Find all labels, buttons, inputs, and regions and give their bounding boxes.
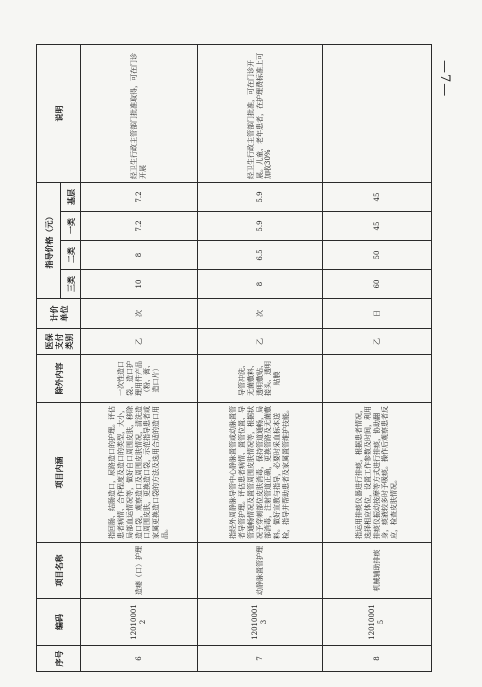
cell-unit: 日	[323, 299, 432, 329]
header-content: 项目内涵	[37, 403, 81, 543]
cell-insurance: 乙	[81, 329, 198, 355]
cell-excluded	[323, 355, 432, 403]
cell-notes: 经卫生行政主管部门批准取得，可在门诊开展	[81, 45, 198, 183]
header-class2: 二类	[61, 241, 81, 270]
cell-code: 120100012	[81, 599, 198, 646]
header-grassroots: 基层	[61, 183, 81, 212]
header-insurance: 医保支付类别	[37, 329, 81, 355]
header-class1: 一类	[61, 212, 81, 241]
header-seq: 序号	[37, 646, 81, 672]
cell-insurance: 乙	[198, 329, 323, 355]
cell-seq: 8	[323, 646, 432, 672]
price-table	[36, 44, 432, 672]
cell-grassroots: 7.2	[81, 183, 198, 212]
cell-class1: 7.2	[81, 212, 198, 241]
cell-class1: 5.9	[198, 212, 323, 241]
cell-grassroots: 5.9	[198, 183, 323, 212]
cell-unit: 次	[81, 299, 198, 329]
cell-class2: 6.5	[198, 241, 323, 270]
table-row	[81, 45, 198, 672]
cell-code: 120100013	[198, 599, 323, 646]
cell-class1: 45	[323, 212, 432, 241]
cell-class2: 8	[81, 241, 198, 270]
cell-notes	[323, 45, 432, 183]
cell-class3: 60	[323, 270, 432, 299]
header-name: 项目名称	[37, 543, 81, 599]
cell-seq: 6	[81, 646, 198, 672]
cell-content: 指回肠、结肠造口，尿路造口的护理。评估患者病情、合作程度及造口的类型，大小，局部血运情况等，做好自口周围皮肤，移除造口袋，观察造口及周围皮肤情况，清洗造口周围皮肤，更换造口袋，示范指导患者或家属更换造口袋的方法及选用合适的造口用品。	[81, 403, 198, 543]
header-unit: 计价单位	[37, 299, 81, 329]
cell-seq: 7	[198, 646, 323, 672]
cell-content: 指经外周静脉导管中心静脉置管或动脉置管者导管护理。评估患者病情、置管位置、导管通畅情况及置管周围皮肤情况等，根据状况予穿刺部位皮肤消毒，保持管道通畅，局部消毒，注射管道正确，更换管路及无菌敷料。做好宣教与指导，必要时采血标本送检，指导并帮助患者及家属置管维护技能。	[198, 403, 323, 543]
cell-notes: 经卫生行政主管部门批准，可在门诊开展。儿童、老年患者，在护理费标准上可加收30%	[198, 45, 323, 183]
cell-excluded: 一次性造口袋、造口护理用件产品（粉、膏、造口片）	[81, 355, 198, 403]
table-row	[323, 45, 432, 672]
cell-unit: 次	[198, 299, 323, 329]
cell-code: 120100015	[323, 599, 432, 646]
table-row	[198, 45, 323, 672]
cell-insurance: 乙	[323, 329, 432, 355]
header-class3: 三类	[61, 270, 81, 299]
cell-class3: 10	[81, 270, 198, 299]
cell-excluded: 导管冲洗、无菌敷料、透明敷贴、接头、透明贴膜	[198, 355, 323, 403]
cell-name: 机械辅助排痰	[323, 543, 432, 599]
header-price-group: 指导价格（元）	[37, 183, 61, 299]
cell-name: 造瘘（口）护理	[81, 543, 198, 599]
cell-name: 动静脉置管护理	[198, 543, 323, 599]
cell-grassroots: 45	[323, 183, 432, 212]
document-page	[36, 45, 431, 672]
header-notes: 说明	[37, 45, 81, 183]
cell-class3: 8	[198, 270, 323, 299]
page-number: —7—	[437, 60, 452, 98]
header-excluded: 除外内容	[37, 355, 81, 403]
cell-class2: 50	[323, 241, 432, 270]
cell-content: 指运用排痰仪器进行排痰，根据患者情况，选择相应体位，设置工作参数及时间，利用排痰仪振动按摩等方式进行排痰，协助翻身，痰液较多时予吸痰。操作后观察患者反应，检查皮肤情况。	[323, 403, 432, 543]
header-code: 编码	[37, 599, 81, 646]
